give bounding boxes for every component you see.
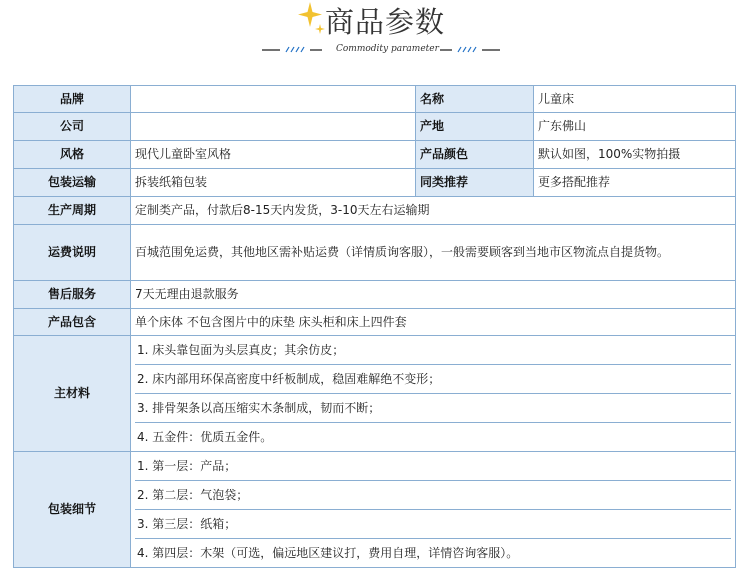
page-title: 商品参数 [325,5,446,39]
table-row [14,169,736,197]
sparkle-icon [298,0,326,36]
origin-value: 广东佛山 [534,113,736,141]
similar-recommend-value: 更多搭配推荐 [534,169,736,197]
list-item: 4. 第四层：木架（可选，偏远地区建议打，费用自理，详情咨询客服）。 [137,546,519,560]
table-row [14,309,736,336]
production-cycle-label: 生产周期 [14,197,131,225]
table-row [14,225,736,281]
materials-list [131,336,736,452]
product-parameter-table [13,85,736,568]
page-subtitle: Commodity parameter [336,44,439,54]
decorative-divider-left [262,44,322,54]
table-row [14,452,736,568]
after-sale-label: 售后服务 [14,281,131,309]
list-item: 4. 五金件：优质五金件。 [137,430,273,444]
packaging-list [131,452,736,568]
packaging-details-label: 包装细节 [14,452,131,568]
production-cycle-value: 定制类产品，付款后8-15天内发货，3-10天左右运输期 [131,197,736,225]
similar-recommend-label: 同类推荐 [416,169,534,197]
includes-value: 单个床体 不包含图片中的床垫 床头柜和床上四件套 [131,309,736,336]
origin-label: 产地 [416,113,534,141]
list-item: 3. 第三层：纸箱； [135,510,731,539]
brand-value [131,86,416,113]
shipping-value: 百城范围免运费，其他地区需补贴运费（详情质询客服），一般需要顾客到当地市区物流点自提货物。 [131,225,736,281]
color-label: 产品颜色 [416,141,534,169]
decorative-divider-right [440,44,500,54]
list-item: 2. 床内部用环保高密度中纤板制成，稳固难解绝不变形； [135,365,731,394]
table-row [14,336,736,452]
list-item: 3. 排骨架条以高压缩实木条制成，韧而不断； [135,394,731,423]
table-row [14,197,736,225]
shipping-label: 运费说明 [14,225,131,281]
name-value: 儿童床 [534,86,736,113]
materials-label: 主材料 [14,336,131,452]
style-label: 风格 [14,141,131,169]
table-row [14,113,736,141]
after-sale-value: 7天无理由退款服务 [131,281,736,309]
brand-label: 品牌 [14,86,131,113]
list-item: 2. 第二层：气泡袋； [135,481,731,510]
packaging-transport-label: 包装运输 [14,169,131,197]
table-row [14,281,736,309]
style-value: 现代儿童卧室风格 [131,141,416,169]
name-label: 名称 [416,86,534,113]
company-label: 公司 [14,113,131,141]
page-header [0,0,750,70]
table-row [14,86,736,113]
includes-label: 产品包含 [14,309,131,336]
color-value: 默认如图，100%实物拍摄 [534,141,736,169]
list-item: 1. 第一层：产品； [135,452,731,481]
table-row [14,141,736,169]
company-value [131,113,416,141]
subtitle-row [262,42,502,56]
list-item: 1. 床头靠包面为头层真皮；其余仿皮； [135,336,731,365]
packaging-transport-value: 拆装纸箱包装 [131,169,416,197]
